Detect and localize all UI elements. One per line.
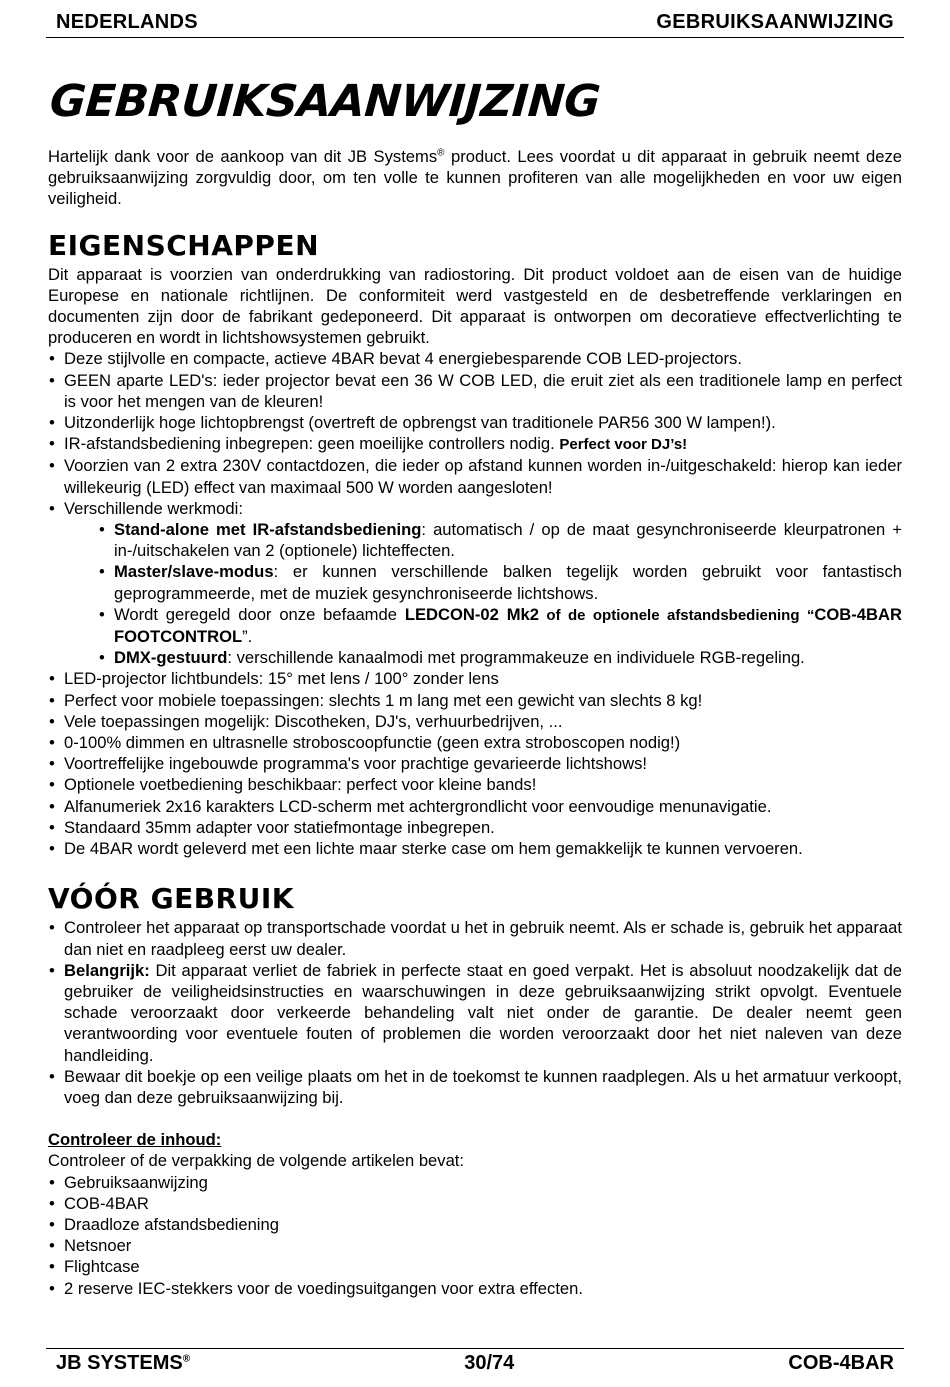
page-header [46, 10, 904, 38]
mode-name: DMX-gestuurd [114, 648, 228, 668]
mode-description: : verschillende kanaalmodi met programmakeuze en individuele RGB-regeling. [227, 648, 805, 668]
list-item: • Voortreffelijke ingebouwde programma's voor prachtige gevarieerde lichtshows! [48, 753, 902, 774]
contents-heading: Controleer de inhoud: [48, 1130, 222, 1150]
footer-model: COB-4BAR [788, 1352, 894, 1374]
contents-section [48, 1129, 902, 1299]
list-item: • Vele toepassingen mogelijk: Discotheken, DJ's, verhuurbedrijven, ... [48, 711, 902, 732]
list-item [48, 433, 902, 455]
sublist-item [98, 561, 902, 603]
before-use-list [48, 917, 902, 1108]
mode-description: : automatisch / op de maat gesynchroniseerde kleurpatronen + in-/uitschakelen van 2 (optionele) lichteffecten. [114, 520, 902, 561]
page-title: GEBRUIKSAANWIJZING [48, 76, 602, 127]
before-use-heading: VÓÓR GEBRUIK [48, 882, 294, 916]
mode-description: : er kunnen verschillende balken tegelijk worden gebruikt voor fantastisch geprogrammeerde, met de muziek gesynchroniseerde lichtshows. [114, 562, 902, 603]
contents-paragraph: Controleer of de verpakking de volgende artikelen bevat: [48, 1151, 465, 1171]
contents-list [48, 1172, 902, 1299]
list-item: • GEEN aparte LED's: ieder projector bevat een 36 W COB LED, die eruit ziet als een traditionele lamp en perfect is voor het mengen van de kleuren! [48, 370, 902, 412]
features-paragraph: Dit apparaat is voorzien van onderdrukking van radiostoring. Dit product voldoet aan de eisen van de huidige Europese en nationale richtlijnen. De conformiteit werd vastgesteld en de desbetreffende verklaringen en documenten zijn door de fabrikant gedeponeerd. Dit apparaat is ontworpen om decoratieve effectverlichting te produceren en wordt in lichtshowsystemen gebruikt. [48, 264, 902, 348]
sublist-item [98, 519, 902, 561]
list-item-text: Verschillende werkmodi: [64, 498, 243, 518]
list-item-emphasis: Perfect voor DJ’s! [559, 436, 688, 454]
sublist-item [98, 604, 902, 647]
mode-description: ”. [242, 627, 253, 647]
intro-text: Hartelijk dank voor de aankoop van dit JB Systems [48, 147, 438, 166]
mode-name: Stand-alone met IR-afstandsbediening [114, 520, 422, 540]
header-section: GEBRUIKSAANWIJZING [656, 11, 894, 33]
list-item [48, 498, 902, 669]
intro-paragraph [48, 146, 902, 210]
features-list [48, 348, 902, 859]
intro-text-continued: product. Lees voordat u dit apparaat in gebruik neemt deze gebruiksaanwijzing zorgvuldig door, om ten volle te kunnen profiteren van alle mogelijkheden en voor uw eigen veiligheid. [48, 147, 902, 209]
list-item: • Perfect voor mobiele toepassingen: slechts 1 m lang met een gewicht van slechts 8 kg! [48, 690, 902, 711]
mode-description: of de optionele afstandsbediening “ [539, 606, 815, 624]
list-item: • Standaard 35mm adapter voor statiefmontage inbegrepen. [48, 817, 902, 838]
product-name: COB-4BAR FOOTCONTROL [114, 604, 902, 647]
important-label: Belangrijk: [64, 960, 150, 980]
list-item: • LED-projector lichtbundels: 15° met lens / 100° zonder lens [48, 668, 902, 689]
product-name: LEDCON-02 Mk2 [404, 604, 539, 624]
list-item: • Controleer het apparaat op transportschade voordat u het in gebruik neemt. Als er schade is, gebruik het apparaat dan niet en raadpleeg eerst uw dealer. [48, 917, 902, 959]
registered-mark: ® [182, 1353, 191, 1365]
list-item: • Deze stijlvolle en compacte, actieve 4BAR bevat 4 energiebesparende COB LED-projectors. [48, 348, 902, 369]
list-item: • De 4BAR wordt geleverd met een lichte maar sterke case om hem gemakkelijk te kunnen vervoeren. [48, 838, 902, 859]
list-item: • 0-100% dimmen en ultrasnelle stroboscoopfunctie (geen extra stroboscopen nodig!) [48, 732, 902, 753]
list-item: • Gebruiksaanwijzing [48, 1172, 902, 1193]
list-item: • COB-4BAR [48, 1193, 902, 1214]
list-item: • Flightcase [48, 1256, 902, 1277]
list-item: • Uitzonderlijk hoge lichtopbrengst (overtreft de opbrengst van traditionele PAR56 300 W lampen!). [48, 412, 902, 433]
before-use-section [48, 883, 902, 1108]
sublist-item [98, 647, 902, 668]
list-item-text: IR-afstandsbediening inbegrepen: geen moeilijke controllers nodig. [64, 434, 560, 454]
mode-name: Master/slave-modus [114, 562, 274, 582]
list-item: • Alfanumeriek 2x16 karakters LCD-scherm met achtergrondlicht voor eenvoudige menunavigatie. [48, 796, 902, 817]
list-item: • Voorzien van 2 extra 230V contactdozen, die ieder op afstand kunnen worden in-/uitgeschakeld: hierop kan ieder willekeurig (LED) effect van maximaal 500 W worden aangesloten! [48, 455, 902, 497]
page-number: 30/74 [464, 1352, 515, 1374]
modes-sublist [64, 519, 902, 668]
features-section [48, 230, 902, 860]
registered-mark: ® [437, 147, 445, 159]
list-item: • Bewaar dit boekje op een veilige plaats om het in de toekomst te kunnen raadplegen. Als u het armatuur verkoopt, voeg dan deze gebruiksaanwijzing bij. [48, 1066, 902, 1108]
footer-brand [56, 1352, 190, 1375]
header-language: NEDERLANDS [56, 11, 198, 33]
list-item: • Optionele voetbediening beschikbaar: perfect voor kleine bands! [48, 774, 902, 795]
page-footer [46, 1348, 904, 1378]
list-item: • Draadloze afstandsbediening [48, 1214, 902, 1235]
page-body [48, 68, 902, 1299]
brand-name: JB SYSTEMS [56, 1352, 183, 1374]
features-heading: EIGENSCHAPPEN [48, 228, 320, 262]
list-item: • 2 reserve IEC-stekkers voor de voedingsuitgangen voor extra effecten. [48, 1278, 902, 1299]
list-item-text: Dit apparaat verliet de fabriek in perfecte staat en goed verpakt. Het is absoluut noodzakelijk dat de gebruiker de veiligheidsinstructies en waarschuwingen in deze gebruiksaanwijzing strikt opvolgt. Eventuele schade veroorzaakt door verkeerde behandeling valt niet onder de garantie. De dealer neemt geen verantwoording voor eventuele fouten of problemen die worden veroorzaakt door het niet naleven van deze handleiding. [64, 960, 902, 1065]
mode-description: Wordt geregeld door onze befaamde [114, 604, 405, 624]
list-item [48, 960, 902, 1066]
list-item: • Netsnoer [48, 1235, 902, 1256]
